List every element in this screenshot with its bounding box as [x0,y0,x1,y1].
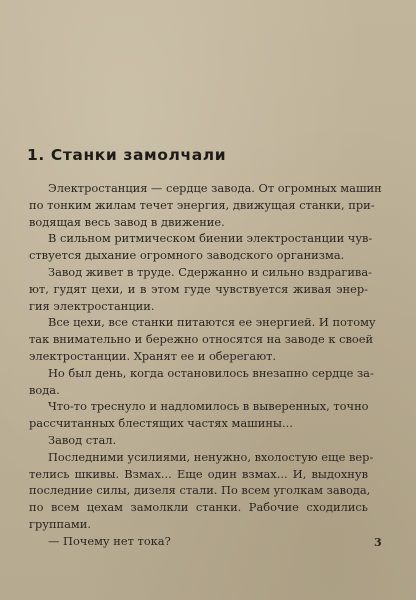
text-line: последние силы, дизеля стали. По всем уголкам завода, [29,483,371,498]
text-line: телись шкивы. Взмах... Еще один взмах... И, выдохнув [29,466,368,481]
text-line: Последними усилиями, ненужно, вхолостую еще вер- [48,449,374,464]
text-line: Завод живет в труде. Сдержанно и сильно вздрагива- [48,264,372,279]
text-line: по всем цехам замолкли станки. Рабочие сходились [29,500,368,515]
page-number: 3 [374,536,382,549]
text-line: гия электростанции. [29,298,155,313]
text-line: электростанции. Хранят ее и оберегают. [29,348,277,363]
text-line: так внимательно и бережно относятся на заводе к своей [29,332,374,347]
text-line: по тонким жилам течет энергия, движущая станки, при- [29,197,375,212]
text-line: ствуется дыхание огромного заводского организма. [29,248,345,263]
chapter-heading: 1. Станки замолчали [27,146,227,164]
text-line: — Почему нет тока? [48,533,171,548]
text-line: Все цехи, все станки питаются ее энергией. И потому [48,315,376,330]
text-line: группами. [29,516,92,531]
body-text [29,180,382,550]
text-line: рассчитанных блестящих частях машины... [29,416,293,431]
text-line: Завод стал. [48,432,117,447]
text-line: водящая весь завод в движение. [29,214,225,229]
text-line: ют, гудят цехи, и в этом гуде чувствуется живая энер- [29,281,368,296]
text-line: Электростанция — сердце завода. От огромных машин [48,181,382,195]
text-line: Что-то треснуло и надломилось в выверенных, точно [48,399,369,414]
text-line: В сильном ритмическом биении электростанции чув- [48,231,373,246]
text-line: вода. [29,382,60,397]
text-line: Но был день, когда остановилось внезапно сердце за- [48,365,374,380]
